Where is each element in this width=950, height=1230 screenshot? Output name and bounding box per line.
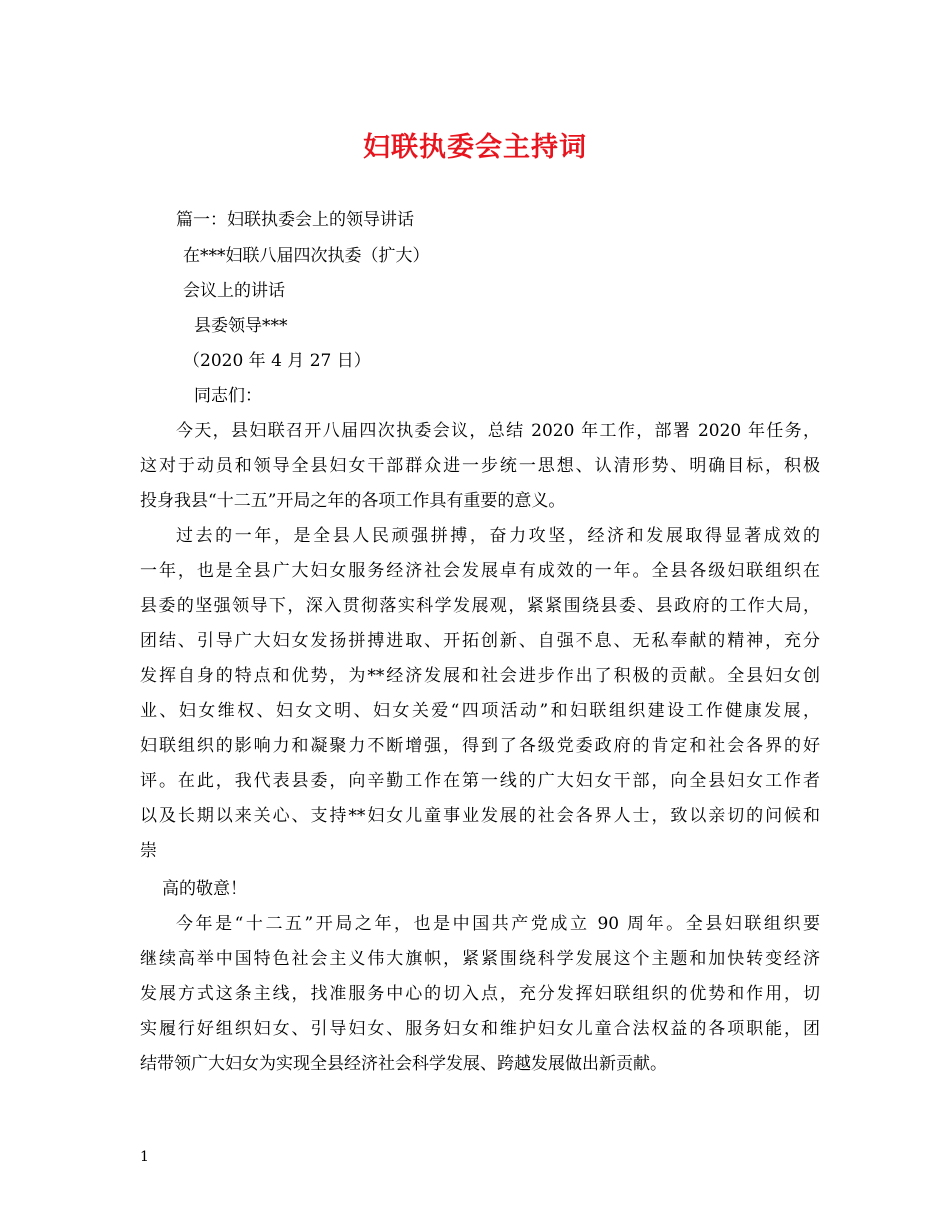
paragraph-line: 业、妇女维权、妇女文明、妇女关爱“四项活动”和妇联组织建设工作健康发展， [140, 701, 820, 721]
page-number: 1 [140, 1149, 149, 1165]
paragraph-line: 过去的一年，是全县人民顽强拼搏，奋力攻坚，经济和发展取得显著成效的 [176, 526, 820, 546]
paragraph-line: 今年是“十二五”开局之年，也是中国共产党成立 90 周年。全县妇联组织要 [176, 914, 820, 934]
paragraph-line: 实履行好组织妇女、引导妇女、服务妇女和维护妇女儿童合法权益的各项职能，团 [140, 1019, 820, 1039]
document-title: 妇联执委会主持词 [363, 132, 587, 163]
paragraph-line: 崇 [140, 841, 157, 861]
paragraph-line: 高的敬意！ [162, 879, 247, 899]
paragraph-line: 评。在此，我代表县委，向辛勤工作在第一线的广大妇女干部，向全县妇女工作者 [140, 771, 820, 791]
date-line: （2020 年 4 月 27 日） [183, 351, 371, 371]
speaker-line: 县委领导*** [194, 316, 288, 336]
paragraph-line: 团结、引导广大妇女发扬拼搏进取、开拓创新、自强不息、无私奉献的精神，充分 [140, 631, 820, 651]
paragraph-line: 继续高举中国特色社会主义伟大旗帜，紧紧围绕科学发展这个主题和加快转变经济 [140, 949, 820, 969]
paragraph-line: 这对于动员和领导全县妇女干部群众进一步统一思想、认清形势、明确目标，积极 [140, 456, 820, 476]
paragraph-line: 一年，也是全县广大妇女服务经济社会发展卓有成效的一年。全县各级妇联组织在 [140, 561, 820, 581]
salutation-line: 同志们： [194, 386, 262, 406]
paragraph-line: 妇联组织的影响力和凝聚力不断增强，得到了各级党委政府的肯定和社会各界的好 [140, 736, 820, 756]
paragraph-line: 发挥自身的特点和优势，为**经济发展和社会进步作出了积极的贡献。全县妇女创 [140, 666, 820, 686]
paragraph-line: 投身我县“十二五”开局之年的各项工作具有重要的意义。 [140, 491, 566, 511]
paragraph-line: 今天，县妇联召开八届四次执委会议，总结 2020 年工作，部署 2020 年任务， [176, 421, 820, 441]
paragraph-line: 发展方式这条主线，找准服务中心的切入点，充分发挥妇联组织的优势和作用，切 [140, 984, 820, 1004]
speech-title-line: 会议上的讲话 [183, 281, 285, 301]
section-heading: 篇一：妇联执委会上的领导讲话 [176, 210, 414, 230]
paragraph-line: 以及长期以来关心、支持**妇女儿童事业发展的社会各界人士，致以亲切的问候和 [140, 806, 820, 826]
paragraph-line: 县委的坚强领导下，深入贯彻落实科学发展观，紧紧围绕县委、县政府的工作大局， [140, 596, 820, 616]
paragraph-line: 结带领广大妇女为实现全县经济社会科学发展、跨越发展做出新贡献。 [140, 1054, 667, 1074]
meeting-name-line: 在***妇联八届四次执委（扩大） [183, 246, 430, 266]
